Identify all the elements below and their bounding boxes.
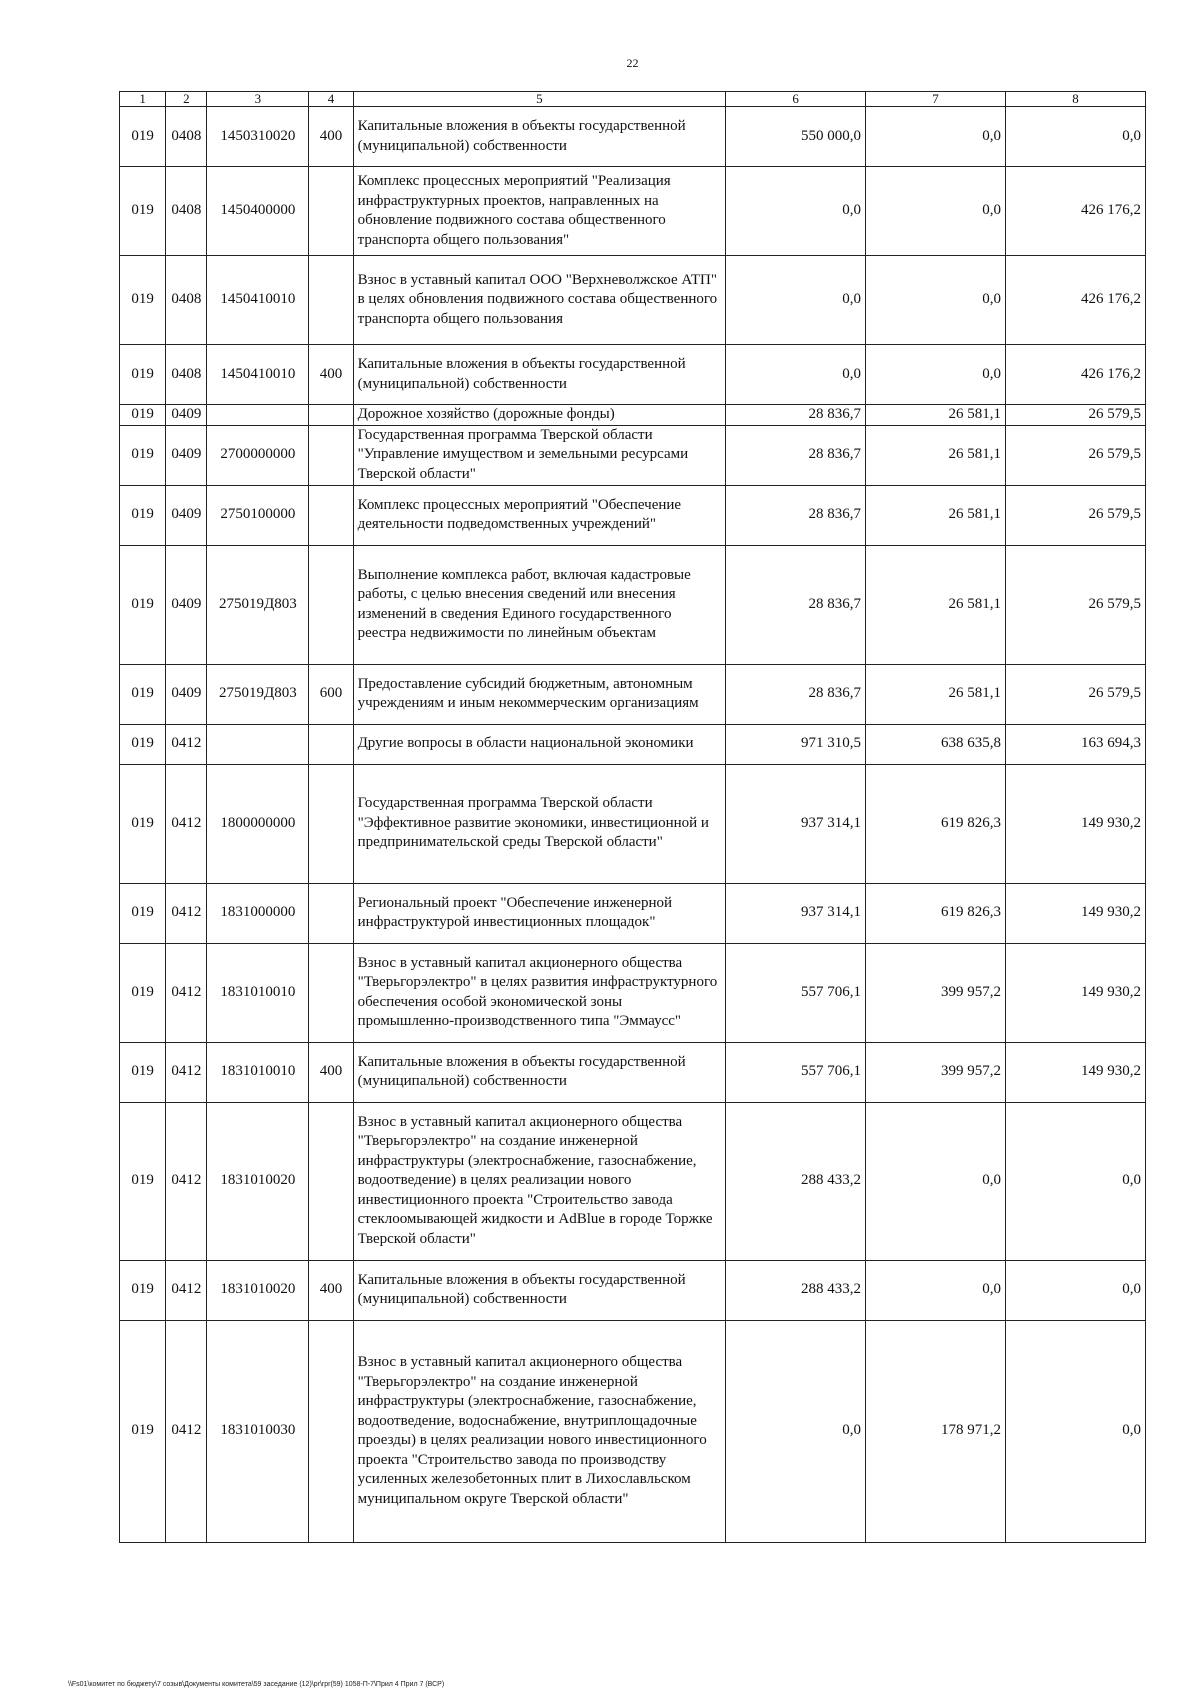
column-header: 1 (120, 92, 166, 107)
description-cell: Дорожное хозяйство (дорожные фонды) (353, 405, 726, 426)
admin-code-cell: 019 (120, 1260, 166, 1320)
description-cell: Взнос в уставный капитал акционерного общества "Тверьгорэлектро" на создание инженерной инфраструктуры (электроснабжение, газоснабжение, водоотведение, водоснабжение, внутриплощадочные проезды) в целях реализации нового инвестиционного проекта "Строительство завода по производству усиленных железобетонных плит в Лихославльском муниципальном округе Тверской области" (353, 1320, 726, 1542)
expense-type-cell (309, 485, 353, 545)
amount-year1-cell: 28 836,7 (726, 545, 866, 664)
amount-year2-cell: 26 581,1 (866, 485, 1006, 545)
target-article-cell: 1450410010 (207, 256, 309, 345)
description-cell: Государственная программа Тверской области "Управление имуществом и земельными ресурсами Тверской области" (353, 425, 726, 485)
table-row (120, 485, 1146, 545)
target-article-cell (207, 724, 309, 764)
table-row (120, 405, 1146, 426)
column-header: 4 (309, 92, 353, 107)
section-code-cell: 0412 (166, 1260, 207, 1320)
expense-type-cell (309, 256, 353, 345)
table-row (120, 883, 1146, 943)
admin-code-cell: 019 (120, 943, 166, 1042)
expense-type-cell (309, 764, 353, 883)
amount-year1-cell: 0,0 (726, 1320, 866, 1542)
target-article-cell: 1450310020 (207, 107, 309, 167)
admin-code-cell: 019 (120, 256, 166, 345)
amount-year3-cell: 0,0 (1006, 107, 1146, 167)
target-article-cell: 2700000000 (207, 425, 309, 485)
amount-year3-cell: 149 930,2 (1006, 883, 1146, 943)
table-row (120, 664, 1146, 724)
section-code-cell: 0412 (166, 883, 207, 943)
expense-type-cell: 600 (309, 664, 353, 724)
admin-code-cell: 019 (120, 485, 166, 545)
section-code-cell: 0409 (166, 425, 207, 485)
description-cell: Взнос в уставный капитал акционерного общества "Тверьгорэлектро" в целях развития инфраструктурного обеспечения особой экономической зоны промышленно-производственного типа "Эммаусс" (353, 943, 726, 1042)
amount-year2-cell: 178 971,2 (866, 1320, 1006, 1542)
amount-year1-cell: 28 836,7 (726, 485, 866, 545)
table-row (120, 1260, 1146, 1320)
description-cell: Государственная программа Тверской области "Эффективное развитие экономики, инвестиционной и предпринимательской среды Тверской области" (353, 764, 726, 883)
amount-year3-cell: 26 579,5 (1006, 664, 1146, 724)
expense-type-cell (309, 425, 353, 485)
table-row (120, 764, 1146, 883)
amount-year3-cell: 426 176,2 (1006, 256, 1146, 345)
section-code-cell: 0412 (166, 1102, 207, 1260)
column-header: 7 (866, 92, 1006, 107)
description-cell: Комплекс процессных мероприятий "Реализация инфраструктурных проектов, направленных на обновление подвижного состава общественного транспорта общего пользования" (353, 167, 726, 256)
column-number-row (120, 92, 1146, 107)
description-cell: Капитальные вложения в объекты государственной (муниципальной) собственности (353, 345, 726, 405)
amount-year3-cell: 149 930,2 (1006, 1042, 1146, 1102)
section-code-cell: 0412 (166, 724, 207, 764)
amount-year1-cell: 0,0 (726, 256, 866, 345)
expense-type-cell (309, 545, 353, 664)
target-article-cell: 1831010020 (207, 1102, 309, 1260)
amount-year1-cell: 288 433,2 (726, 1102, 866, 1260)
amount-year2-cell: 26 581,1 (866, 425, 1006, 485)
amount-year3-cell: 26 579,5 (1006, 405, 1146, 426)
amount-year2-cell: 0,0 (866, 167, 1006, 256)
section-code-cell: 0412 (166, 943, 207, 1042)
description-cell: Взнос в уставный капитал ООО "Верхневолжское АТП" в целях обновления подвижного состава общественного транспорта общего пользования (353, 256, 726, 345)
amount-year3-cell: 26 579,5 (1006, 485, 1146, 545)
page-number: 22 (626, 56, 639, 70)
target-article-cell: 1450410010 (207, 345, 309, 405)
section-code-cell: 0408 (166, 107, 207, 167)
amount-year1-cell: 28 836,7 (726, 425, 866, 485)
admin-code-cell: 019 (120, 1042, 166, 1102)
admin-code-cell: 019 (120, 724, 166, 764)
amount-year1-cell: 937 314,1 (726, 764, 866, 883)
target-article-cell: 275019Д803 (207, 545, 309, 664)
description-cell: Капитальные вложения в объекты государственной (муниципальной) собственности (353, 107, 726, 167)
amount-year1-cell: 0,0 (726, 167, 866, 256)
section-code-cell: 0409 (166, 545, 207, 664)
description-cell: Другие вопросы в области национальной экономики (353, 724, 726, 764)
description-cell: Комплекс процессных мероприятий "Обеспечение деятельности подведомственных учреждений" (353, 485, 726, 545)
expense-type-cell (309, 405, 353, 426)
amount-year1-cell: 971 310,5 (726, 724, 866, 764)
amount-year1-cell: 28 836,7 (726, 664, 866, 724)
table-row (120, 1320, 1146, 1542)
column-header: 3 (207, 92, 309, 107)
amount-year1-cell: 28 836,7 (726, 405, 866, 426)
amount-year2-cell: 0,0 (866, 256, 1006, 345)
description-cell: Капитальные вложения в объекты государственной (муниципальной) собственности (353, 1042, 726, 1102)
amount-year3-cell: 26 579,5 (1006, 425, 1146, 485)
amount-year1-cell: 937 314,1 (726, 883, 866, 943)
section-code-cell: 0409 (166, 664, 207, 724)
table-row (120, 345, 1146, 405)
amount-year2-cell: 26 581,1 (866, 545, 1006, 664)
expense-type-cell: 400 (309, 1260, 353, 1320)
admin-code-cell: 019 (120, 545, 166, 664)
target-article-cell (207, 405, 309, 426)
amount-year2-cell: 26 581,1 (866, 664, 1006, 724)
amount-year2-cell: 619 826,3 (866, 883, 1006, 943)
expense-type-cell (309, 167, 353, 256)
admin-code-cell: 019 (120, 1102, 166, 1260)
amount-year2-cell: 399 957,2 (866, 943, 1006, 1042)
amount-year3-cell: 0,0 (1006, 1102, 1146, 1260)
admin-code-cell: 019 (120, 764, 166, 883)
admin-code-cell: 019 (120, 425, 166, 485)
amount-year2-cell: 619 826,3 (866, 764, 1006, 883)
amount-year1-cell: 550 000,0 (726, 107, 866, 167)
file-path-footer: \\Fs01\комитет по бюджету\7 созыв\Документы комитета\59 заседание (12)\pr\rpr(59) 1058-П-7\Прил 4 Прил 7 (ВСР) (68, 1681, 445, 1688)
amount-year3-cell: 149 930,2 (1006, 943, 1146, 1042)
target-article-cell: 2750100000 (207, 485, 309, 545)
section-code-cell: 0408 (166, 256, 207, 345)
amount-year2-cell: 638 635,8 (866, 724, 1006, 764)
target-article-cell: 1450400000 (207, 167, 309, 256)
admin-code-cell: 019 (120, 1320, 166, 1542)
table-row (120, 167, 1146, 256)
amount-year3-cell: 26 579,5 (1006, 545, 1146, 664)
table-row (120, 107, 1146, 167)
amount-year2-cell: 0,0 (866, 345, 1006, 405)
expense-type-cell (309, 883, 353, 943)
section-code-cell: 0412 (166, 1042, 207, 1102)
column-header: 8 (1006, 92, 1146, 107)
section-code-cell: 0408 (166, 345, 207, 405)
expense-type-cell: 400 (309, 345, 353, 405)
amount-year2-cell: 0,0 (866, 1102, 1006, 1260)
expense-type-cell (309, 1320, 353, 1542)
column-header: 6 (726, 92, 866, 107)
amount-year1-cell: 557 706,1 (726, 943, 866, 1042)
amount-year2-cell: 399 957,2 (866, 1042, 1006, 1102)
description-cell: Предоставление субсидий бюджетным, автономным учреждениям и иным некоммерческим организациям (353, 664, 726, 724)
target-article-cell: 1831010010 (207, 1042, 309, 1102)
table-row (120, 545, 1146, 664)
admin-code-cell: 019 (120, 345, 166, 405)
target-article-cell: 275019Д803 (207, 664, 309, 724)
amount-year1-cell: 0,0 (726, 345, 866, 405)
table-row (120, 724, 1146, 764)
section-code-cell: 0409 (166, 485, 207, 545)
expense-type-cell (309, 943, 353, 1042)
amount-year3-cell: 0,0 (1006, 1260, 1146, 1320)
column-header: 2 (166, 92, 207, 107)
amount-year3-cell: 149 930,2 (1006, 764, 1146, 883)
expense-type-cell: 400 (309, 107, 353, 167)
amount-year1-cell: 557 706,1 (726, 1042, 866, 1102)
amount-year2-cell: 0,0 (866, 107, 1006, 167)
target-article-cell: 1831010030 (207, 1320, 309, 1542)
section-code-cell: 0409 (166, 405, 207, 426)
admin-code-cell: 019 (120, 405, 166, 426)
target-article-cell: 1800000000 (207, 764, 309, 883)
section-code-cell: 0412 (166, 1320, 207, 1542)
amount-year3-cell: 163 694,3 (1006, 724, 1146, 764)
admin-code-cell: 019 (120, 107, 166, 167)
description-cell: Капитальные вложения в объекты государственной (муниципальной) собственности (353, 1260, 726, 1320)
description-cell: Региональный проект "Обеспечение инженерной инфраструктурой инвестиционных площадок" (353, 883, 726, 943)
target-article-cell: 1831010020 (207, 1260, 309, 1320)
table-row (120, 256, 1146, 345)
admin-code-cell: 019 (120, 664, 166, 724)
budget-table (119, 91, 1146, 1543)
target-article-cell: 1831000000 (207, 883, 309, 943)
table-row (120, 943, 1146, 1042)
admin-code-cell: 019 (120, 167, 166, 256)
amount-year3-cell: 0,0 (1006, 1320, 1146, 1542)
admin-code-cell: 019 (120, 883, 166, 943)
section-code-cell: 0408 (166, 167, 207, 256)
table-row (120, 1042, 1146, 1102)
amount-year2-cell: 0,0 (866, 1260, 1006, 1320)
column-header: 5 (353, 92, 726, 107)
target-article-cell: 1831010010 (207, 943, 309, 1042)
table-row (120, 1102, 1146, 1260)
amount-year3-cell: 426 176,2 (1006, 167, 1146, 256)
expense-type-cell (309, 724, 353, 764)
description-cell: Выполнение комплекса работ, включая кадастровые работы, с целью внесения сведений или внесения изменений в сведения Единого государственного реестра недвижимости по линейным объектам (353, 545, 726, 664)
section-code-cell: 0412 (166, 764, 207, 883)
expense-type-cell: 400 (309, 1042, 353, 1102)
description-cell: Взнос в уставный капитал акционерного общества "Тверьгорэлектро" на создание инженерной инфраструктуры (электроснабжение, газоснабжение, водоотведение) в целях реализации нового инвестиционного проекта "Строительство завода стеклоомывающей жидкости и AdBlue в городе Торжке Тверской области" (353, 1102, 726, 1260)
table-row (120, 425, 1146, 485)
amount-year3-cell: 426 176,2 (1006, 345, 1146, 405)
amount-year2-cell: 26 581,1 (866, 405, 1006, 426)
amount-year1-cell: 288 433,2 (726, 1260, 866, 1320)
expense-type-cell (309, 1102, 353, 1260)
